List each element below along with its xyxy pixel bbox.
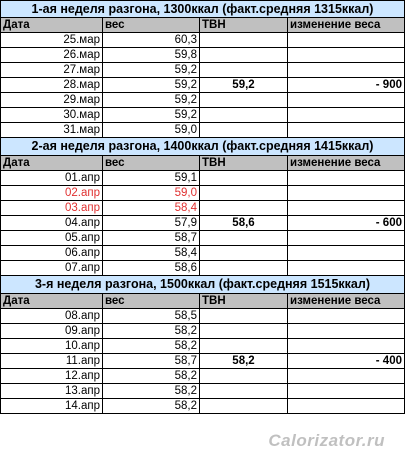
change-cell[interactable] — [288, 246, 405, 261]
change-cell[interactable] — [288, 108, 405, 123]
week-3-header-row — [0, 294, 405, 309]
table-row-highlighted — [0, 186, 405, 201]
date-cell[interactable]: 28.мар — [0, 78, 103, 93]
tvn-cell[interactable]: 58,6 — [200, 216, 288, 231]
weight-cell[interactable]: 58,2 — [103, 369, 200, 384]
date-cell[interactable]: 11.апр — [0, 354, 103, 369]
change-cell[interactable] — [288, 201, 405, 216]
tvn-cell[interactable] — [200, 171, 288, 186]
tvn-cell[interactable] — [200, 339, 288, 354]
weight-cell[interactable]: 58,5 — [103, 309, 200, 324]
tvn-cell[interactable] — [200, 48, 288, 63]
change-cell[interactable] — [288, 324, 405, 339]
change-cell[interactable]: - 900 — [288, 78, 405, 93]
tvn-cell[interactable] — [200, 231, 288, 246]
change-cell[interactable] — [288, 33, 405, 48]
date-cell[interactable]: 29.мар — [0, 93, 103, 108]
header-tvn: ТВН — [200, 294, 288, 309]
change-cell[interactable] — [288, 186, 405, 201]
date-cell[interactable]: 25.мар — [0, 33, 103, 48]
weight-cell[interactable]: 58,7 — [103, 231, 200, 246]
tvn-cell[interactable] — [200, 108, 288, 123]
table-row — [0, 93, 405, 108]
weight-cell[interactable]: 59,2 — [103, 93, 200, 108]
table-row — [0, 231, 405, 246]
tvn-cell[interactable] — [200, 201, 288, 216]
weight-cell[interactable]: 58,2 — [103, 384, 200, 399]
header-change: изменение веса — [288, 294, 405, 309]
table-row — [0, 261, 405, 276]
date-cell[interactable]: 30.мар — [0, 108, 103, 123]
date-cell[interactable]: 03.апр — [0, 201, 103, 216]
date-cell[interactable]: 06.апр — [0, 246, 103, 261]
table-row — [0, 33, 405, 48]
change-cell[interactable]: - 400 — [288, 354, 405, 369]
week-1-title: 1-ая неделя разгона, 1300ккал (факт.средняя 1315ккал) — [0, 0, 405, 18]
weight-cell[interactable]: 60,3 — [103, 33, 200, 48]
weight-cell[interactable]: 58,4 — [103, 246, 200, 261]
tvn-cell[interactable] — [200, 63, 288, 78]
date-cell[interactable]: 26.мар — [0, 48, 103, 63]
table-row — [0, 216, 405, 231]
week-3-title: 3-я неделя разгона, 1500ккал (факт.средняя 1515ккал) — [0, 276, 405, 294]
table-row — [0, 63, 405, 78]
change-cell[interactable] — [288, 399, 405, 414]
table-row — [0, 78, 405, 93]
weight-cell[interactable]: 59,0 — [103, 186, 200, 201]
table-row — [0, 309, 405, 324]
weight-cell[interactable]: 58,2 — [103, 399, 200, 414]
change-cell[interactable] — [288, 261, 405, 276]
change-cell[interactable] — [288, 369, 405, 384]
header-weight: вес — [103, 294, 200, 309]
date-cell[interactable]: 14.апр — [0, 399, 103, 414]
weight-cell[interactable]: 58,2 — [103, 339, 200, 354]
table-row — [0, 384, 405, 399]
change-cell[interactable] — [288, 48, 405, 63]
header-tvn: ТВН — [200, 156, 288, 171]
table-row — [0, 171, 405, 186]
tvn-cell[interactable] — [200, 93, 288, 108]
change-cell[interactable] — [288, 63, 405, 78]
date-cell[interactable]: 07.апр — [0, 261, 103, 276]
date-cell[interactable]: 05.апр — [0, 231, 103, 246]
change-cell[interactable] — [288, 339, 405, 354]
date-cell[interactable]: 31.мар — [0, 123, 103, 138]
table-row — [0, 369, 405, 384]
tvn-cell[interactable] — [200, 123, 288, 138]
table-row — [0, 123, 405, 138]
table-row — [0, 324, 405, 339]
date-cell[interactable]: 27.мар — [0, 63, 103, 78]
weight-cell[interactable]: 57,9 — [103, 216, 200, 231]
table-row — [0, 108, 405, 123]
date-cell[interactable]: 02.апр — [0, 186, 103, 201]
header-date: Дата — [0, 156, 103, 171]
header-weight: вес — [103, 18, 200, 33]
tvn-cell[interactable] — [200, 369, 288, 384]
change-cell[interactable] — [288, 231, 405, 246]
weight-cell[interactable]: 58,2 — [103, 324, 200, 339]
change-cell[interactable]: - 600 — [288, 216, 405, 231]
tvn-cell[interactable]: 58,2 — [200, 354, 288, 369]
tvn-cell[interactable] — [200, 33, 288, 48]
header-date: Дата — [0, 294, 103, 309]
watermark: Calorizator.ru — [268, 431, 385, 450]
tvn-cell[interactable] — [200, 324, 288, 339]
date-cell[interactable]: 01.апр — [0, 171, 103, 186]
table-row — [0, 399, 405, 414]
weight-cell[interactable]: 58,6 — [103, 261, 200, 276]
change-cell[interactable] — [288, 171, 405, 186]
tvn-cell[interactable] — [200, 399, 288, 414]
weight-cell[interactable]: 58,4 — [103, 201, 200, 216]
date-cell[interactable]: 10.апр — [0, 339, 103, 354]
change-cell[interactable] — [288, 309, 405, 324]
weight-cell[interactable]: 58,7 — [103, 354, 200, 369]
tvn-cell[interactable] — [200, 246, 288, 261]
header-change: изменение веса — [288, 18, 405, 33]
weight-cell[interactable]: 59,2 — [103, 63, 200, 78]
date-cell[interactable]: 08.апр — [0, 309, 103, 324]
tvn-cell[interactable] — [200, 384, 288, 399]
weight-cell[interactable]: 59,1 — [103, 171, 200, 186]
table-row — [0, 246, 405, 261]
date-cell[interactable]: 09.апр — [0, 324, 103, 339]
table-row — [0, 339, 405, 354]
header-date: Дата — [0, 18, 103, 33]
table-row — [0, 48, 405, 63]
date-cell[interactable]: 12.апр — [0, 369, 103, 384]
header-weight: вес — [103, 156, 200, 171]
week-1-header-row — [0, 18, 405, 33]
weight-cell[interactable]: 59,8 — [103, 48, 200, 63]
tvn-cell[interactable] — [200, 186, 288, 201]
tvn-cell[interactable]: 59,2 — [200, 78, 288, 93]
change-cell[interactable] — [288, 384, 405, 399]
week-2-header-row — [0, 156, 405, 171]
tvn-cell[interactable] — [200, 261, 288, 276]
table-row-highlighted — [0, 201, 405, 216]
weight-cell[interactable]: 59,0 — [103, 123, 200, 138]
date-cell[interactable]: 04.апр — [0, 216, 103, 231]
header-change: изменение веса — [288, 156, 405, 171]
date-cell[interactable]: 13.апр — [0, 384, 103, 399]
weight-cell[interactable]: 59,2 — [103, 108, 200, 123]
tvn-cell[interactable] — [200, 309, 288, 324]
week-2-title: 2-ая неделя разгона, 1400ккал (факт.средняя 1415ккал) — [0, 138, 405, 156]
header-tvn: ТВН — [200, 18, 288, 33]
weight-cell[interactable]: 59,2 — [103, 78, 200, 93]
change-cell[interactable] — [288, 123, 405, 138]
table-row — [0, 354, 405, 369]
change-cell[interactable] — [288, 93, 405, 108]
